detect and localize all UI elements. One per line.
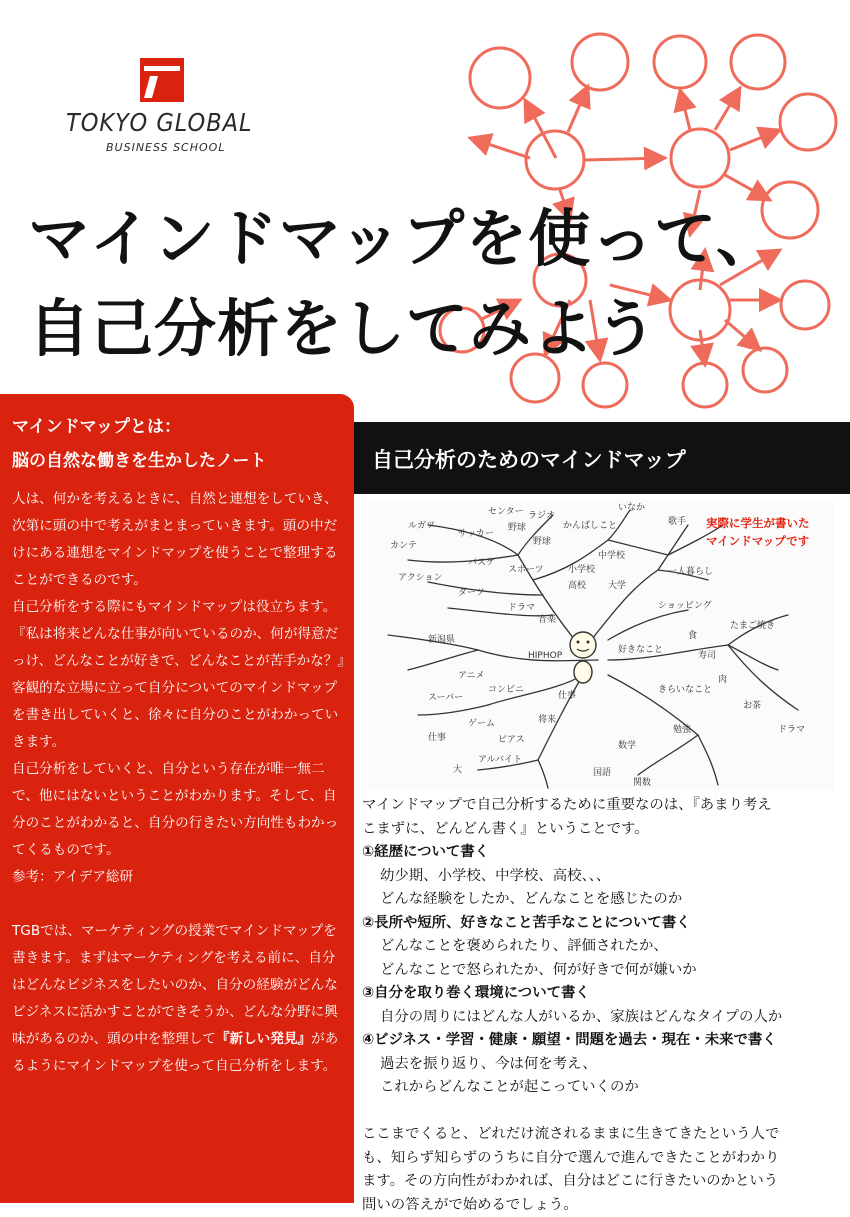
- sketch-label: 歌手: [668, 515, 686, 527]
- sketch-label: 関数: [633, 776, 651, 788]
- tgb-highlight: 『新しい発見』: [216, 1031, 311, 1047]
- sketch-label: ドラマ: [508, 602, 535, 613]
- sketch-label: 仕事: [558, 689, 576, 701]
- intro-panel: [0, 394, 354, 1203]
- sketch-label: ラジオ: [528, 510, 555, 521]
- step-heading-2: ②長所や短所、好きなこと苦手なことについて書く: [362, 912, 842, 936]
- step-detail: どんな経験をしたか、どんなことを感じたのか: [362, 888, 842, 912]
- step-detail: これからどんなことが起こっていくのか: [362, 1076, 842, 1100]
- sketch-label: 国語: [593, 767, 611, 778]
- logo-name: TOKYO GLOBAL: [66, 108, 276, 137]
- sketch-label: ルガツ: [408, 520, 435, 531]
- sketch-label: バスケ: [468, 557, 495, 568]
- sketch-label: 将来: [538, 713, 556, 725]
- step-heading-1: ①経歴について書く: [362, 841, 842, 865]
- sketch-label: ダーツ: [458, 587, 485, 598]
- sketch-label: 勉強: [673, 723, 692, 735]
- sketch-label: 野球: [508, 521, 526, 533]
- sketch-label: 肉: [718, 674, 727, 685]
- sketch-label: 高校: [568, 579, 587, 591]
- sketch-label: 新潟県: [428, 633, 455, 645]
- logo-subtitle: BUSINESS SCHOOL: [106, 141, 225, 154]
- step-detail: 自分の周りにはどんな人がいるか、家族はどんなタイプの人か: [362, 1006, 842, 1030]
- panel-paragraph: 客観的な立場に立って自分についてのマインドマップを書き出していくと、徐々に自分のことがわかっていきます。: [12, 675, 346, 756]
- panel-heading-2: 脳の自然な働きを生かしたノート: [12, 446, 267, 471]
- sketch-label: アルバイト: [478, 754, 522, 765]
- step-detail: どんなことを褒められたり、評価されたか、: [362, 935, 842, 959]
- sketch-label: お茶: [743, 699, 761, 711]
- panel-paragraph: 人は、何かを考えるときに、自然と連想をしていき、次第に頭の中で考えがまとまっていきます。頭の中だけにある連想をマインドマップを使うことで整理することができるのです。: [12, 486, 346, 594]
- panel-paragraph: 自己分析をしていくと、自分という存在が唯一無二で、他にはないということがわかります。そして、自分のことがわかると、自分の行きたい方向性もわかってくるものです。: [12, 756, 346, 864]
- step-detail: 幼少期、小学校、中学校、高校、、、: [362, 865, 842, 889]
- sketch-label: たまご焼き: [730, 619, 775, 631]
- intro-line: マインドマップで自己分析するために重要なのは、『あまり考え: [362, 794, 842, 818]
- tgb-text-2: があるようにマインドマップを使って自己分析をします。: [12, 1031, 338, 1074]
- panel-heading-1: マインドマップとは：: [12, 412, 181, 437]
- closing-line: も、知らず知らずのうちに自分で選んで進んできたことがわかり: [362, 1147, 842, 1171]
- sketch-label: 大: [453, 763, 462, 775]
- photo-caption-line2: マインドマップです: [706, 532, 810, 550]
- step-detail: どんなことで怒られたか、何が好きで何が嫌いか: [362, 959, 842, 983]
- sketch-label: きらいなこと: [658, 684, 712, 695]
- tgb-text-1: TGBでは、マーケティングの授業でマインドマップを書きます。まずはマーケティングを考える前に、自分はどんなビジネスをしたいのか、自分の経験がどんなビジネスに活かすことができそうか、どんな分野に興味があるのか、頭の中を整理して: [12, 923, 338, 1047]
- sketch-label: スポーツ: [508, 564, 544, 575]
- sketch-label: 大学: [608, 579, 626, 591]
- sketch-label: アニメ: [458, 670, 485, 681]
- page-title-line2: 自己分析をしてみよう: [28, 298, 848, 360]
- sketch-label: 小学校: [568, 563, 596, 575]
- intro-line: こまずに、どんどん書く』ということです。: [362, 818, 842, 842]
- page-title-line1: マインドマップを使って、: [28, 208, 848, 270]
- sketch-label: いなか: [618, 502, 645, 513]
- section-header: [354, 422, 850, 494]
- sketch-label: スーパー: [428, 693, 463, 703]
- sketch-label: コンビニ: [488, 684, 524, 695]
- logo-mark-icon: [140, 58, 184, 102]
- sketch-label: ドラマ: [778, 724, 805, 735]
- sketch-label: ピアス: [498, 734, 525, 745]
- closing-line: ここまでくると、どれだけ流されるままに生きてきたという人で: [362, 1123, 842, 1147]
- panel-paragraph: 『私は将来どんな仕事が向いているのか、何が得意だっけ、どんなことが好きで、どんなことが苦手かな？』: [12, 621, 346, 675]
- sketch-label: カンテ: [390, 540, 417, 551]
- sketch-label: ショッピング: [658, 600, 712, 611]
- sketch-label: 数学: [618, 739, 636, 751]
- sketch-label: かんばしこと: [563, 519, 617, 531]
- step-detail: 過去を振り返り、今は何を考え、: [362, 1053, 842, 1077]
- closing-line: ます。その方向性がわかれば、自分はどこに行きたいのかという: [362, 1170, 842, 1194]
- sketch-label: サッカー: [458, 528, 494, 539]
- step-heading-3: ③自分を取り巻く環境について書く: [362, 982, 842, 1006]
- sketch-label: センター: [488, 506, 524, 517]
- photo-caption: [706, 514, 810, 550]
- sketch-label: 一人暮らし: [668, 565, 713, 577]
- sketch-label: 仕事: [428, 731, 446, 743]
- sketch-label: 野球: [533, 535, 551, 547]
- sketch-label: 中学校: [598, 549, 626, 561]
- panel-reference: 参考：アイデア総研: [12, 864, 346, 891]
- panel-body: [12, 486, 346, 1080]
- photo-caption-line1: 実際に学生が書いた: [706, 514, 810, 532]
- sketch-label: 好きなこと: [618, 643, 663, 655]
- sketch-label: ゲーム: [468, 718, 495, 729]
- sketch-label: 音楽: [538, 613, 556, 625]
- sketch-label: HIPHOP: [528, 651, 563, 661]
- section-header-text: 自己分析のためのマインドマップ: [372, 444, 686, 474]
- closing-line: 問いの答えがで始めるでしょう。: [362, 1194, 842, 1217]
- tgb-paragraph: [12, 918, 346, 1080]
- panel-paragraph: 自己分析をする際にもマインドマップは役立ちます。: [12, 594, 346, 621]
- method-text: [362, 794, 842, 1217]
- step-heading-4: ④ビジネス・学習・健康・願望・問題を過去・現在・未来で書く: [362, 1029, 842, 1053]
- sketch-label: 寿司: [698, 649, 716, 661]
- sketch-label: 食: [688, 629, 697, 641]
- sketch-label: アクション: [398, 572, 443, 583]
